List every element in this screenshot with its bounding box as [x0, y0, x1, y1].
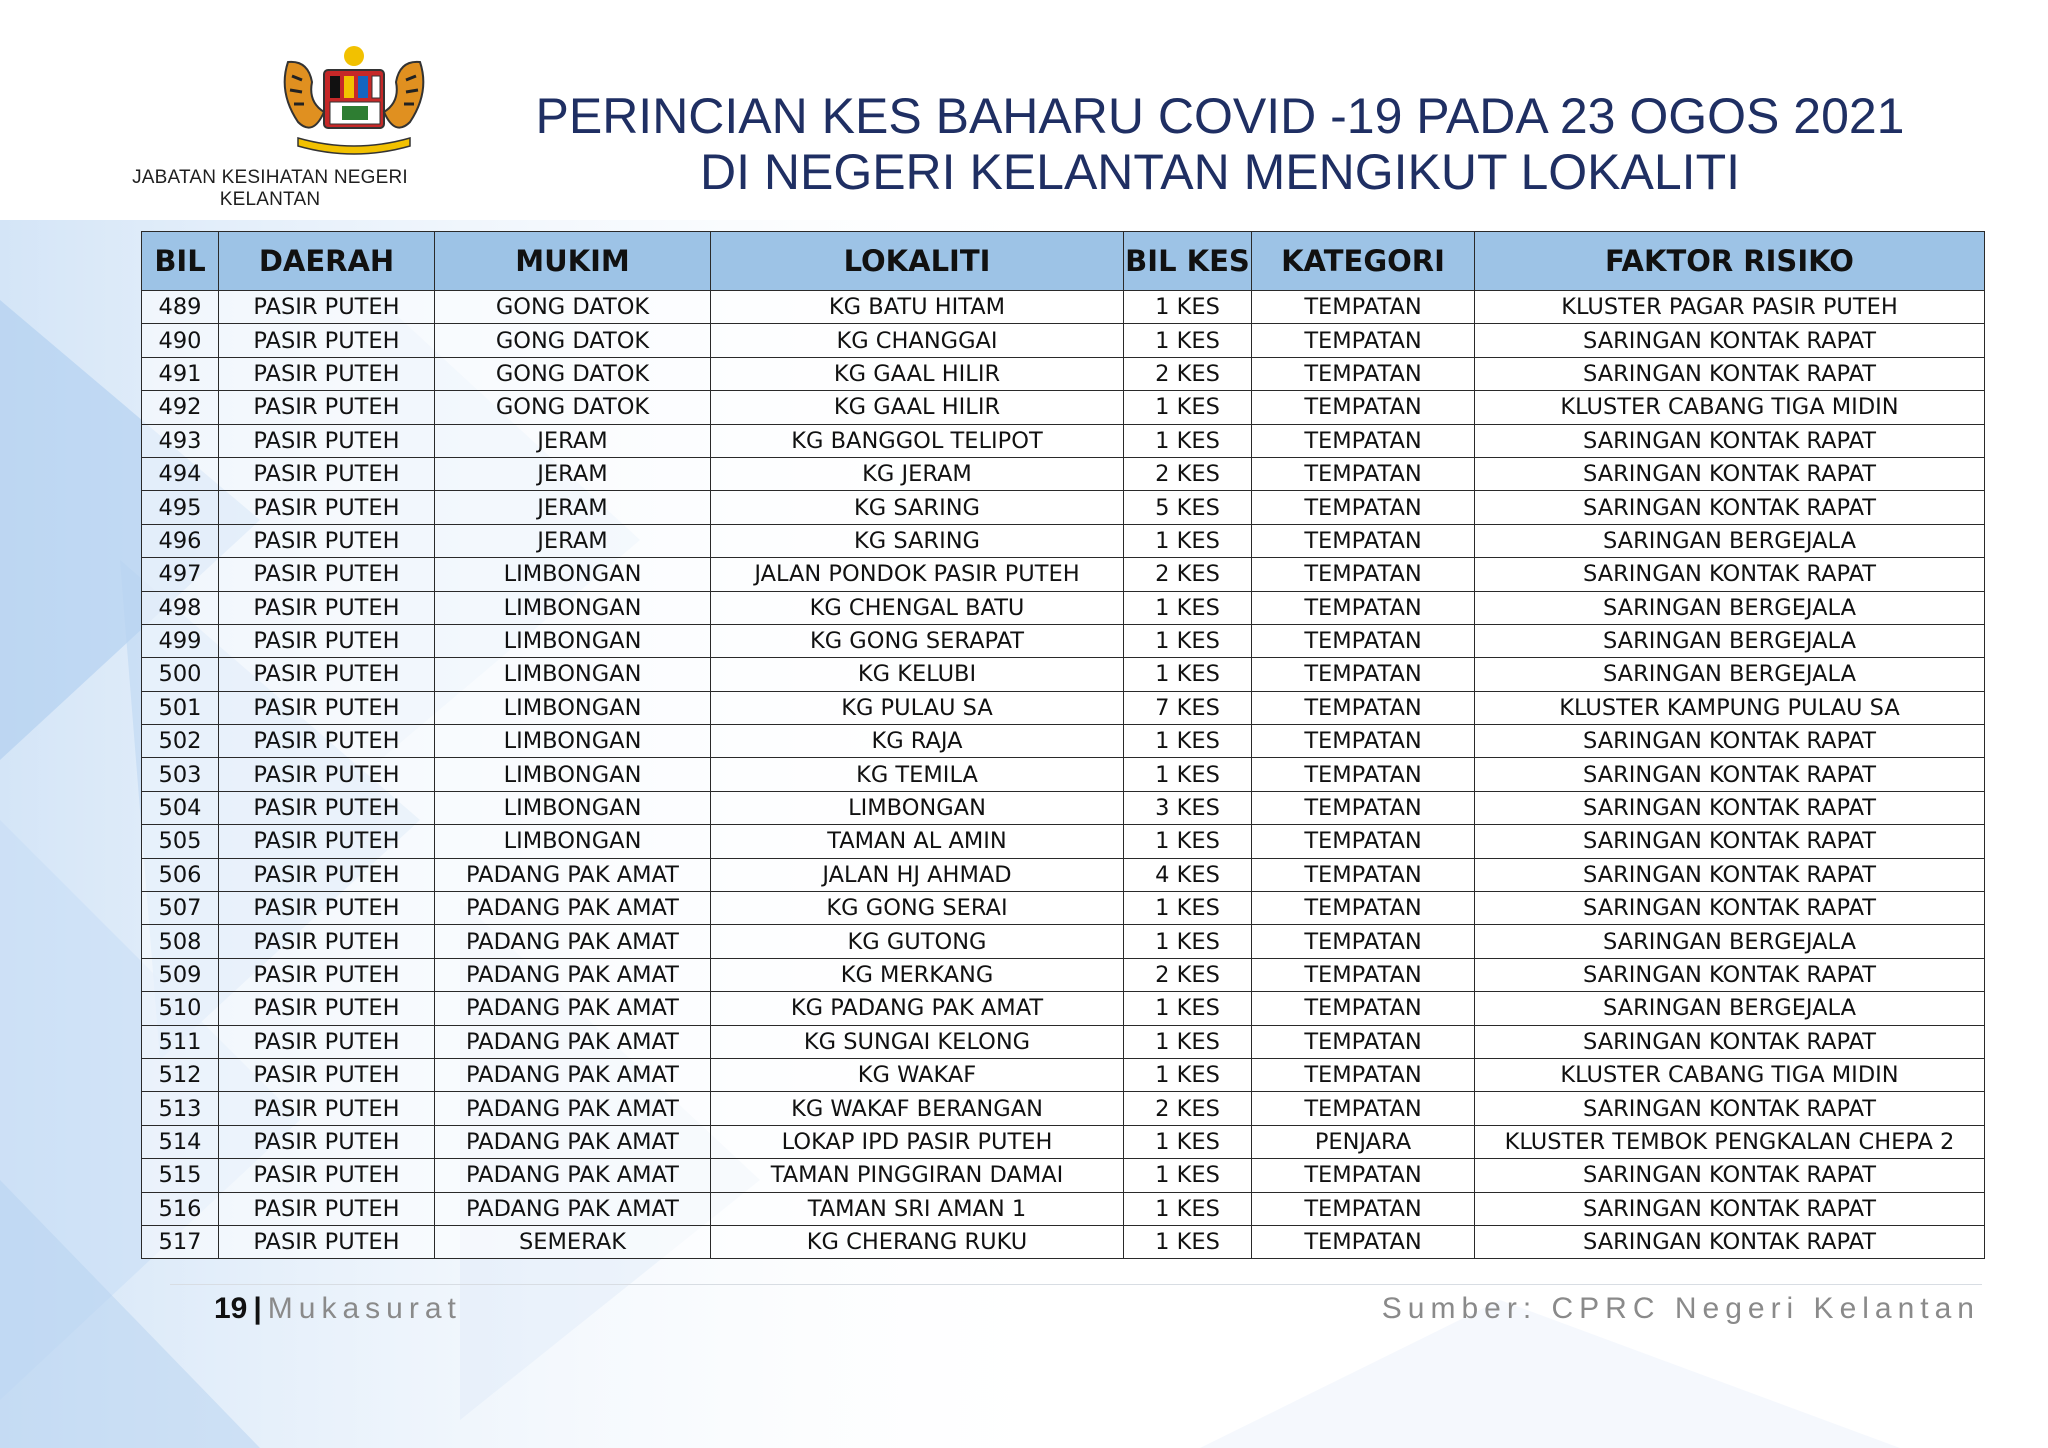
table-row — [142, 758, 1985, 791]
cell-bil-kes: 1 KES — [1124, 825, 1252, 858]
table-row — [142, 1125, 1985, 1158]
cell-faktor-risiko: SARINGAN KONTAK RAPAT — [1475, 858, 1985, 891]
cell-mukim: GONG DATOK — [435, 391, 711, 424]
cell-daerah: PASIR PUTEH — [219, 1058, 435, 1091]
cell-lokaliti: TAMAN SRI AMAN 1 — [711, 1192, 1124, 1225]
table-row — [142, 1192, 1985, 1225]
cell-faktor-risiko: SARINGAN KONTAK RAPAT — [1475, 558, 1985, 591]
cell-bil: 503 — [142, 758, 219, 791]
cell-daerah: PASIR PUTEH — [219, 491, 435, 524]
cell-faktor-risiko: KLUSTER CABANG TIGA MIDIN — [1475, 391, 1985, 424]
cell-bil: 498 — [142, 591, 219, 624]
cell-bil-kes: 1 KES — [1124, 1058, 1252, 1091]
cell-kategori: TEMPATAN — [1252, 858, 1475, 891]
cell-mukim: LIMBONGAN — [435, 624, 711, 657]
cell-daerah: PASIR PUTEH — [219, 424, 435, 457]
cell-bil-kes: 2 KES — [1124, 457, 1252, 490]
cell-daerah: PASIR PUTEH — [219, 1225, 435, 1258]
cell-mukim: PADANG PAK AMAT — [435, 1159, 711, 1192]
cell-bil: 501 — [142, 691, 219, 724]
cell-lokaliti: KG RAJA — [711, 725, 1124, 758]
cell-bil: 509 — [142, 958, 219, 991]
cell-faktor-risiko: SARINGAN KONTAK RAPAT — [1475, 324, 1985, 357]
cell-lokaliti: JALAN PONDOK PASIR PUTEH — [711, 558, 1124, 591]
page-title — [520, 88, 1920, 200]
cell-lokaliti: KG CHENGAL BATU — [711, 591, 1124, 624]
department-name: JABATAN KESIHATAN NEGERI KELANTAN — [132, 167, 408, 210]
cell-faktor-risiko: SARINGAN KONTAK RAPAT — [1475, 1092, 1985, 1125]
cell-bil: 500 — [142, 658, 219, 691]
table-row — [142, 591, 1985, 624]
source-credit: Sumber: CPRC Negeri Kelantan — [1381, 1292, 1980, 1325]
cell-bil: 514 — [142, 1125, 219, 1158]
cell-lokaliti: TAMAN AL AMIN — [711, 825, 1124, 858]
column-header: LOKALITI — [711, 232, 1124, 291]
cell-kategori: TEMPATAN — [1252, 291, 1475, 324]
cell-bil: 505 — [142, 825, 219, 858]
cell-faktor-risiko: SARINGAN KONTAK RAPAT — [1475, 825, 1985, 858]
cell-mukim: GONG DATOK — [435, 324, 711, 357]
case-table — [141, 231, 1985, 1259]
cell-kategori: TEMPATAN — [1252, 624, 1475, 657]
cell-mukim: JERAM — [435, 457, 711, 490]
cell-bil-kes: 1 KES — [1124, 658, 1252, 691]
cell-kategori: TEMPATAN — [1252, 524, 1475, 557]
cell-bil-kes: 1 KES — [1124, 1225, 1252, 1258]
cell-daerah: PASIR PUTEH — [219, 457, 435, 490]
cell-kategori: TEMPATAN — [1252, 825, 1475, 858]
cell-daerah: PASIR PUTEH — [219, 725, 435, 758]
table-row — [142, 424, 1985, 457]
cell-bil: 506 — [142, 858, 219, 891]
table-row — [142, 691, 1985, 724]
cell-mukim: JERAM — [435, 491, 711, 524]
cell-bil: 499 — [142, 624, 219, 657]
table-row — [142, 825, 1985, 858]
page-number-block — [214, 1292, 462, 1326]
cell-daerah: PASIR PUTEH — [219, 324, 435, 357]
table-row — [142, 391, 1985, 424]
cell-daerah: PASIR PUTEH — [219, 1192, 435, 1225]
cell-mukim: LIMBONGAN — [435, 725, 711, 758]
cell-bil-kes: 1 KES — [1124, 1192, 1252, 1225]
cell-daerah: PASIR PUTEH — [219, 791, 435, 824]
cell-kategori: TEMPATAN — [1252, 925, 1475, 958]
cell-kategori: TEMPATAN — [1252, 958, 1475, 991]
cell-faktor-risiko: SARINGAN KONTAK RAPAT — [1475, 791, 1985, 824]
cell-daerah: PASIR PUTEH — [219, 658, 435, 691]
cell-mukim: LIMBONGAN — [435, 591, 711, 624]
table-row — [142, 457, 1985, 490]
cell-bil-kes: 1 KES — [1124, 925, 1252, 958]
cell-bil-kes: 2 KES — [1124, 1092, 1252, 1125]
cell-faktor-risiko: SARINGAN KONTAK RAPAT — [1475, 892, 1985, 925]
table-row — [142, 791, 1985, 824]
cell-faktor-risiko: SARINGAN BERGEJALA — [1475, 524, 1985, 557]
table-row — [142, 324, 1985, 357]
cell-lokaliti: KG SARING — [711, 491, 1124, 524]
column-header: BIL KES — [1124, 232, 1252, 291]
cell-lokaliti: KG PADANG PAK AMAT — [711, 992, 1124, 1025]
column-header: KATEGORI — [1252, 232, 1475, 291]
cell-bil-kes: 1 KES — [1124, 725, 1252, 758]
table-row — [142, 558, 1985, 591]
cell-lokaliti: KG GUTONG — [711, 925, 1124, 958]
cell-bil-kes: 2 KES — [1124, 958, 1252, 991]
cell-faktor-risiko: KLUSTER CABANG TIGA MIDIN — [1475, 1058, 1985, 1091]
cell-kategori: TEMPATAN — [1252, 1092, 1475, 1125]
cell-bil-kes: 1 KES — [1124, 324, 1252, 357]
cell-bil-kes: 1 KES — [1124, 1159, 1252, 1192]
cell-lokaliti: KG SARING — [711, 524, 1124, 557]
cell-lokaliti: KG MERKANG — [711, 958, 1124, 991]
cell-bil: 495 — [142, 491, 219, 524]
cell-bil-kes: 1 KES — [1124, 758, 1252, 791]
cell-bil: 508 — [142, 925, 219, 958]
table-row — [142, 858, 1985, 891]
cell-daerah: PASIR PUTEH — [219, 558, 435, 591]
cell-bil-kes: 1 KES — [1124, 992, 1252, 1025]
cell-daerah: PASIR PUTEH — [219, 1092, 435, 1125]
cell-faktor-risiko: SARINGAN BERGEJALA — [1475, 992, 1985, 1025]
cell-kategori: TEMPATAN — [1252, 758, 1475, 791]
cell-faktor-risiko: SARINGAN KONTAK RAPAT — [1475, 1159, 1985, 1192]
column-header: FAKTOR RISIKO — [1475, 232, 1985, 291]
table-row — [142, 491, 1985, 524]
cell-lokaliti: KG BATU HITAM — [711, 291, 1124, 324]
cell-kategori: TEMPATAN — [1252, 892, 1475, 925]
cell-kategori: TEMPATAN — [1252, 558, 1475, 591]
cell-bil: 513 — [142, 1092, 219, 1125]
cell-bil: 512 — [142, 1058, 219, 1091]
table-row — [142, 892, 1985, 925]
cell-bil-kes: 1 KES — [1124, 1125, 1252, 1158]
cell-daerah: PASIR PUTEH — [219, 291, 435, 324]
cell-bil: 489 — [142, 291, 219, 324]
table-row — [142, 524, 1985, 557]
cell-mukim: LIMBONGAN — [435, 658, 711, 691]
cell-bil-kes: 1 KES — [1124, 892, 1252, 925]
cell-lokaliti: LIMBONGAN — [711, 791, 1124, 824]
cell-lokaliti: KG PULAU SA — [711, 691, 1124, 724]
cell-bil-kes: 7 KES — [1124, 691, 1252, 724]
column-header: BIL — [142, 232, 219, 291]
cell-kategori: TEMPATAN — [1252, 1225, 1475, 1258]
cell-bil: 502 — [142, 725, 219, 758]
page-number: 19 — [214, 1292, 248, 1325]
cell-faktor-risiko: SARINGAN KONTAK RAPAT — [1475, 457, 1985, 490]
cell-kategori: TEMPATAN — [1252, 1025, 1475, 1058]
cell-kategori: TEMPATAN — [1252, 324, 1475, 357]
cell-mukim: PADANG PAK AMAT — [435, 1192, 711, 1225]
cell-mukim: LIMBONGAN — [435, 558, 711, 591]
cell-kategori: TEMPATAN — [1252, 1192, 1475, 1225]
cell-mukim: PADANG PAK AMAT — [435, 1025, 711, 1058]
cell-bil-kes: 1 KES — [1124, 424, 1252, 457]
cell-faktor-risiko: SARINGAN KONTAK RAPAT — [1475, 958, 1985, 991]
cell-mukim: LIMBONGAN — [435, 691, 711, 724]
cell-lokaliti: KG KELUBI — [711, 658, 1124, 691]
cell-faktor-risiko: SARINGAN KONTAK RAPAT — [1475, 357, 1985, 390]
table-row — [142, 357, 1985, 390]
cell-mukim: GONG DATOK — [435, 357, 711, 390]
cell-daerah: PASIR PUTEH — [219, 858, 435, 891]
title-line-2: DI NEGERI KELANTAN MENGIKUT LOKALITI — [699, 144, 1741, 200]
table-row — [142, 1159, 1985, 1192]
cell-faktor-risiko: SARINGAN KONTAK RAPAT — [1475, 1225, 1985, 1258]
cell-daerah: PASIR PUTEH — [219, 992, 435, 1025]
cell-mukim: JERAM — [435, 524, 711, 557]
table-row — [142, 624, 1985, 657]
cell-bil: 490 — [142, 324, 219, 357]
cell-daerah: PASIR PUTEH — [219, 1125, 435, 1158]
cell-bil-kes: 4 KES — [1124, 858, 1252, 891]
cell-bil: 510 — [142, 992, 219, 1025]
cell-lokaliti: KG WAKAF — [711, 1058, 1124, 1091]
table-row — [142, 1225, 1985, 1258]
column-header: MUKIM — [435, 232, 711, 291]
cell-bil-kes: 5 KES — [1124, 491, 1252, 524]
page-word: Mukasurat — [267, 1292, 462, 1325]
table-row — [142, 1092, 1985, 1125]
title-line-1: PERINCIAN KES BAHARU COVID -19 PADA 23 OGOS 2021 — [535, 88, 1905, 144]
cell-kategori: TEMPATAN — [1252, 457, 1475, 490]
cell-faktor-risiko: KLUSTER PAGAR PASIR PUTEH — [1475, 291, 1985, 324]
cell-faktor-risiko: SARINGAN KONTAK RAPAT — [1475, 424, 1985, 457]
cell-bil: 507 — [142, 892, 219, 925]
table-body — [142, 291, 1985, 1259]
cell-kategori: TEMPATAN — [1252, 791, 1475, 824]
cell-bil: 491 — [142, 357, 219, 390]
cell-mukim: PADANG PAK AMAT — [435, 958, 711, 991]
cell-kategori: TEMPATAN — [1252, 591, 1475, 624]
cell-daerah: PASIR PUTEH — [219, 1159, 435, 1192]
cell-lokaliti: KG GAAL HILIR — [711, 357, 1124, 390]
cell-mukim: PADANG PAK AMAT — [435, 1058, 711, 1091]
table-row — [142, 658, 1985, 691]
table-row — [142, 925, 1985, 958]
table-header-row — [142, 232, 1985, 291]
cell-bil-kes: 3 KES — [1124, 791, 1252, 824]
cell-kategori: TEMPATAN — [1252, 725, 1475, 758]
cell-faktor-risiko: KLUSTER KAMPUNG PULAU SA — [1475, 691, 1985, 724]
cell-bil: 516 — [142, 1192, 219, 1225]
table-row — [142, 1025, 1985, 1058]
cell-faktor-risiko: SARINGAN BERGEJALA — [1475, 925, 1985, 958]
cell-lokaliti: KG JERAM — [711, 457, 1124, 490]
cell-bil-kes: 1 KES — [1124, 391, 1252, 424]
cell-faktor-risiko: SARINGAN BERGEJALA — [1475, 591, 1985, 624]
cell-kategori: TEMPATAN — [1252, 1159, 1475, 1192]
cell-kategori: TEMPATAN — [1252, 491, 1475, 524]
cell-bil-kes: 1 KES — [1124, 624, 1252, 657]
cell-bil-kes: 2 KES — [1124, 357, 1252, 390]
cell-mukim: PADANG PAK AMAT — [435, 1092, 711, 1125]
cell-bil: 511 — [142, 1025, 219, 1058]
cell-bil: 494 — [142, 457, 219, 490]
cell-mukim: PADANG PAK AMAT — [435, 992, 711, 1025]
table-row — [142, 291, 1985, 324]
cell-lokaliti: KG GONG SERAI — [711, 892, 1124, 925]
cell-daerah: PASIR PUTEH — [219, 1025, 435, 1058]
cell-kategori: PENJARA — [1252, 1125, 1475, 1158]
cell-daerah: PASIR PUTEH — [219, 892, 435, 925]
cell-mukim: PADANG PAK AMAT — [435, 892, 711, 925]
cell-lokaliti: KG SUNGAI KELONG — [711, 1025, 1124, 1058]
table-row — [142, 725, 1985, 758]
cell-kategori: TEMPATAN — [1252, 424, 1475, 457]
table-row — [142, 992, 1985, 1025]
cell-mukim: LIMBONGAN — [435, 825, 711, 858]
cell-mukim: PADANG PAK AMAT — [435, 925, 711, 958]
table-row — [142, 958, 1985, 991]
cell-mukim: PADANG PAK AMAT — [435, 858, 711, 891]
cell-daerah: PASIR PUTEH — [219, 591, 435, 624]
cell-kategori: TEMPATAN — [1252, 658, 1475, 691]
cell-lokaliti: TAMAN PINGGIRAN DAMAI — [711, 1159, 1124, 1192]
cell-bil-kes: 1 KES — [1124, 524, 1252, 557]
cell-faktor-risiko: SARINGAN KONTAK RAPAT — [1475, 758, 1985, 791]
column-header: DAERAH — [219, 232, 435, 291]
cell-kategori: TEMPATAN — [1252, 691, 1475, 724]
page-separator: | — [253, 1292, 262, 1325]
cell-bil: 496 — [142, 524, 219, 557]
cell-daerah: PASIR PUTEH — [219, 391, 435, 424]
cell-bil-kes: 1 KES — [1124, 591, 1252, 624]
cell-daerah: PASIR PUTEH — [219, 357, 435, 390]
cell-bil-kes: 2 KES — [1124, 558, 1252, 591]
cell-faktor-risiko: SARINGAN KONTAK RAPAT — [1475, 1192, 1985, 1225]
cell-lokaliti: JALAN HJ AHMAD — [711, 858, 1124, 891]
cell-mukim: PADANG PAK AMAT — [435, 1125, 711, 1158]
cell-daerah: PASIR PUTEH — [219, 825, 435, 858]
cell-kategori: TEMPATAN — [1252, 357, 1475, 390]
cell-bil: 497 — [142, 558, 219, 591]
cell-faktor-risiko: SARINGAN BERGEJALA — [1475, 658, 1985, 691]
cell-bil-kes: 1 KES — [1124, 291, 1252, 324]
cell-mukim: GONG DATOK — [435, 291, 711, 324]
cell-kategori: TEMPATAN — [1252, 992, 1475, 1025]
cell-faktor-risiko: KLUSTER TEMBOK PENGKALAN CHEPA 2 — [1475, 1125, 1985, 1158]
cell-lokaliti: KG GONG SERAPAT — [711, 624, 1124, 657]
table-row — [142, 1058, 1985, 1091]
cell-daerah: PASIR PUTEH — [219, 524, 435, 557]
cell-mukim: LIMBONGAN — [435, 791, 711, 824]
cell-lokaliti: KG CHANGGAI — [711, 324, 1124, 357]
cell-kategori: TEMPATAN — [1252, 1058, 1475, 1091]
cell-mukim: LIMBONGAN — [435, 758, 711, 791]
cell-lokaliti: KG TEMILA — [711, 758, 1124, 791]
coat-of-arms-icon — [268, 42, 440, 160]
cell-faktor-risiko: SARINGAN BERGEJALA — [1475, 624, 1985, 657]
cell-lokaliti: KG GAAL HILIR — [711, 391, 1124, 424]
cell-daerah: PASIR PUTEH — [219, 758, 435, 791]
cell-faktor-risiko: SARINGAN KONTAK RAPAT — [1475, 725, 1985, 758]
cell-lokaliti: LOKAP IPD PASIR PUTEH — [711, 1125, 1124, 1158]
cell-bil: 504 — [142, 791, 219, 824]
cell-bil: 492 — [142, 391, 219, 424]
cell-bil: 517 — [142, 1225, 219, 1258]
cell-faktor-risiko: SARINGAN KONTAK RAPAT — [1475, 1025, 1985, 1058]
cell-daerah: PASIR PUTEH — [219, 925, 435, 958]
footer-divider — [170, 1284, 1982, 1285]
cell-daerah: PASIR PUTEH — [219, 958, 435, 991]
cell-daerah: PASIR PUTEH — [219, 691, 435, 724]
cell-mukim: JERAM — [435, 424, 711, 457]
cell-lokaliti: KG CHERANG RUKU — [711, 1225, 1124, 1258]
cell-bil: 493 — [142, 424, 219, 457]
cell-daerah: PASIR PUTEH — [219, 624, 435, 657]
cell-lokaliti: KG BANGGOL TELIPOT — [711, 424, 1124, 457]
cell-faktor-risiko: SARINGAN KONTAK RAPAT — [1475, 491, 1985, 524]
cell-lokaliti: KG WAKAF BERANGAN — [711, 1092, 1124, 1125]
cell-bil-kes: 1 KES — [1124, 1025, 1252, 1058]
cell-kategori: TEMPATAN — [1252, 391, 1475, 424]
cell-mukim: SEMERAK — [435, 1225, 711, 1258]
cell-bil: 515 — [142, 1159, 219, 1192]
